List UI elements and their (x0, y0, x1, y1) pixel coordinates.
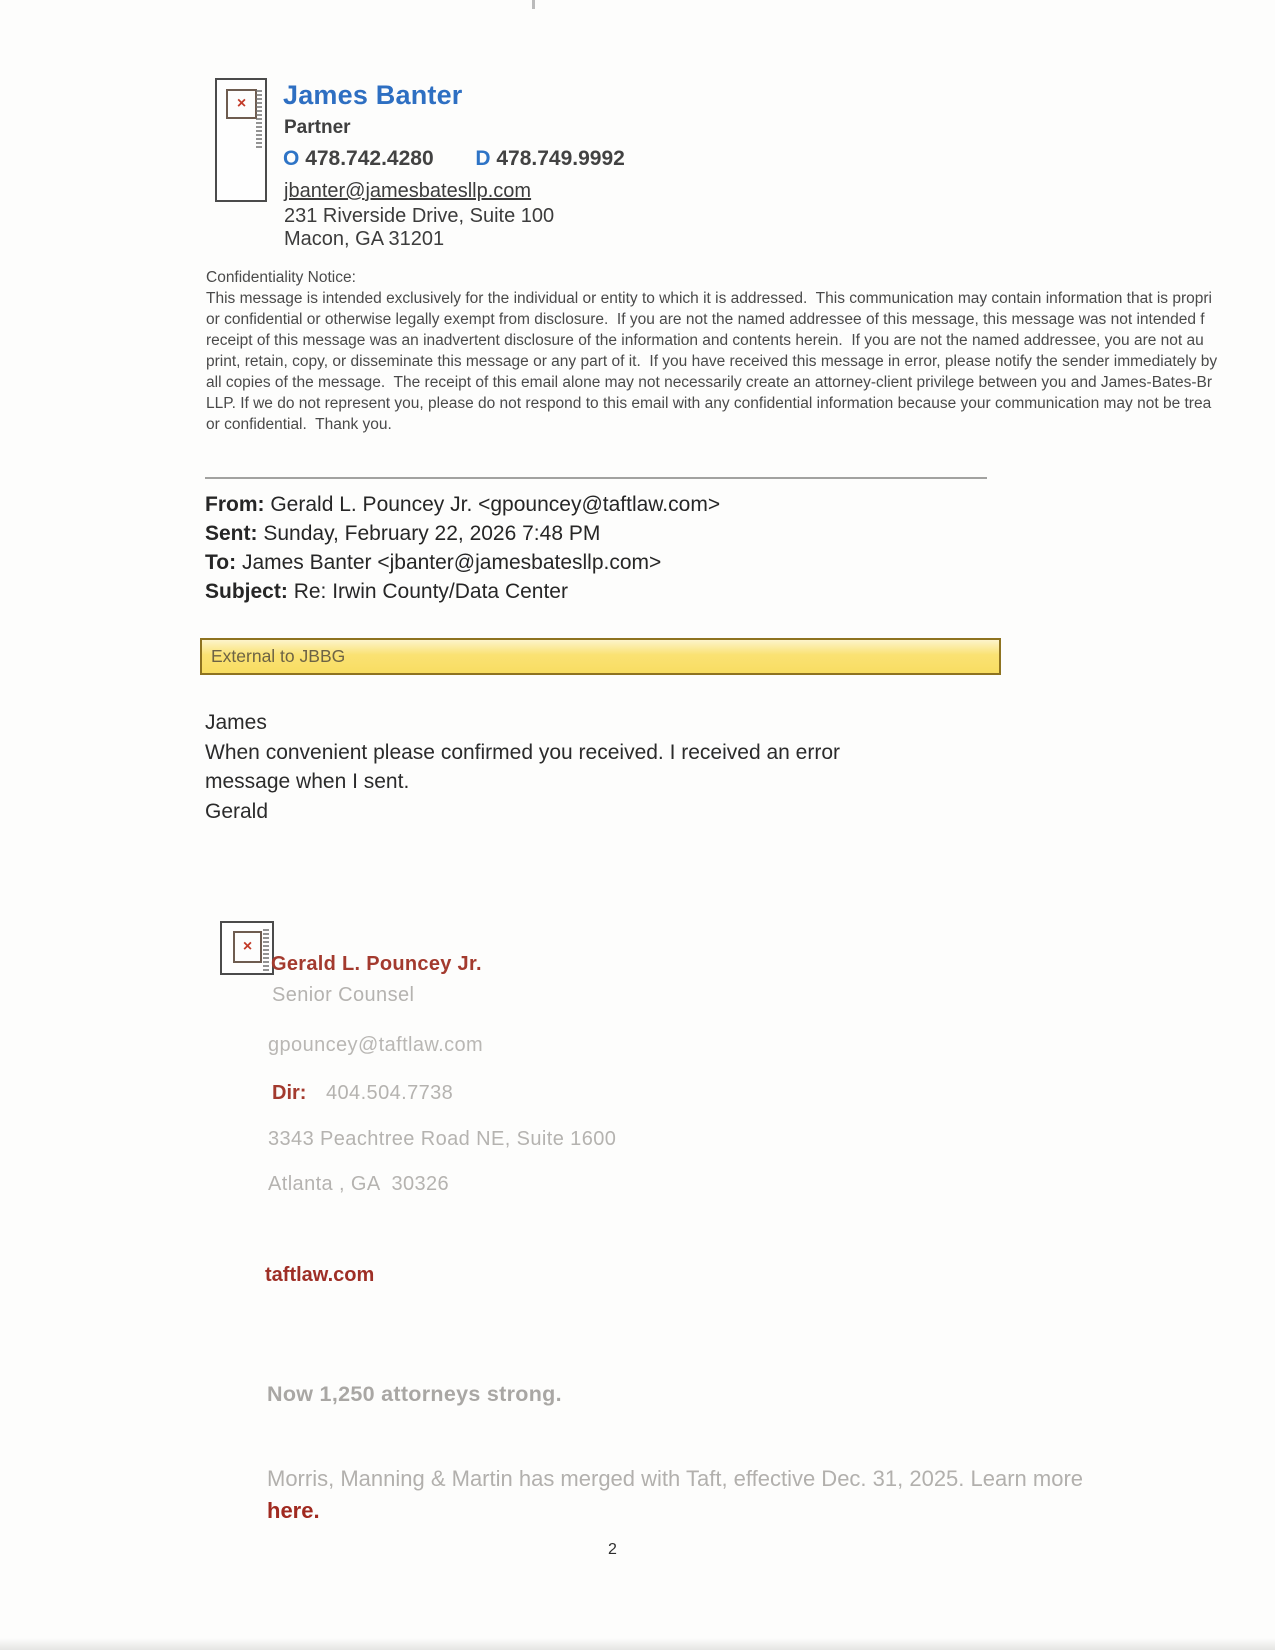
subject-value: Re: Irwin County/Data Center (293, 580, 568, 603)
reply-address-line2: Atlanta , GA 30326 (268, 1173, 450, 1195)
email-to-row (205, 548, 720, 577)
broken-image-icon (220, 921, 274, 975)
confidentiality-notice (206, 267, 1275, 435)
office-phone-label: O (283, 147, 300, 170)
confidentiality-line: print, retain, copy, or disseminate this message or any part of it. If you have received this message in error, please notify the sender immediately by (206, 353, 1218, 370)
taftlaw-website-link[interactable]: taftlaw.com (265, 1264, 375, 1286)
sender-email-link[interactable]: jbanter@jamesbatesllp.com (284, 180, 532, 202)
email-subject-row (205, 577, 720, 606)
alt-text-artifact (263, 929, 269, 971)
dir-label: Dir: (272, 1082, 307, 1104)
reply-direct-phone-line (272, 1082, 453, 1105)
confidentiality-line: This message is intended exclusively for the individual or entity to which it is addressed. This communication may contain information that is propri (206, 290, 1212, 307)
sender-name: James Banter (283, 80, 463, 110)
to-value: James Banter <jbanter@jamesbatesllp.com> (241, 551, 662, 574)
dir-phone-number: 404.504.7738 (326, 1082, 454, 1104)
sender-phone-line (283, 147, 625, 171)
email-sent-row (205, 519, 720, 548)
merger-learn-more-link[interactable]: here. (267, 1498, 320, 1523)
confidentiality-line: or confidential or otherwise legally exempt from disclosure. If you are not the named addressee of this message, this message was not intended f (206, 311, 1205, 328)
from-value: Gerald L. Pouncey Jr. <gpouncey@taftlaw.com> (270, 493, 721, 516)
reply-sender-email: gpouncey@taftlaw.com (268, 1034, 484, 1056)
from-label: From: (205, 493, 265, 516)
message-body (205, 708, 840, 826)
merger-announcement: Morris, Manning & Martin has merged with Taft, effective Dec. 31, 2025. Learn more (267, 1466, 1084, 1491)
office-phone-number: 478.742.4280 (305, 147, 434, 170)
direct-phone-label: D (475, 147, 491, 170)
subject-label: Subject: (205, 580, 288, 603)
reply-sender-name: Gerald L. Pouncey Jr. (271, 953, 482, 975)
body-line: message when I sent. (205, 770, 410, 793)
to-label: To: (205, 551, 237, 574)
sent-value: Sunday, February 22, 2026 7:48 PM (263, 522, 601, 545)
sender-address-line2: Macon, GA 31201 (284, 228, 445, 250)
sender-address-line1: 231 Riverside Drive, Suite 100 (284, 205, 555, 227)
direct-phone-number: 478.749.9992 (496, 147, 625, 170)
broken-image-icon (215, 78, 267, 202)
external-banner-text: External to JBBG (211, 646, 346, 666)
confidentiality-line: all copies of the message. The receipt of this email alone may not necessarily create an attorney-client privilege between you and James-Bates-Br (206, 374, 1213, 391)
reply-sender-title: Senior Counsel (272, 984, 415, 1006)
firm-tagline: Now 1,250 attorneys strong. (267, 1382, 562, 1406)
body-line: James (205, 711, 267, 734)
broken-image-x-icon: × (226, 89, 257, 119)
reply-address-line1: 3343 Peachtree Road NE, Suite 1600 (268, 1128, 617, 1150)
page-number: 2 (608, 1541, 617, 1558)
body-line: Gerald (205, 799, 269, 823)
confidentiality-line: or confidential. Thank you. (206, 416, 392, 433)
confidentiality-heading: Confidentiality Notice: (206, 269, 356, 286)
scan-artifact-bottom-edge (0, 1638, 1275, 1650)
body-line: When convenient please confirmed you received. I received an error (205, 740, 841, 764)
email-header (205, 490, 720, 606)
confidentiality-line: receipt of this message was an inadvertent disclosure of the information and contents herein. If you are not the named addressee, you are not au (206, 332, 1204, 349)
sent-label: Sent: (205, 522, 258, 545)
scan-artifact-top-tick (532, 0, 535, 9)
header-divider (205, 477, 987, 479)
alt-text-artifact (256, 90, 262, 148)
email-from-row (205, 490, 720, 519)
external-warning-banner (200, 638, 1001, 675)
broken-image-x-icon: × (233, 931, 262, 963)
confidentiality-line: LLP. If we do not represent you, please do not respond to this email with any confidential information because your communication may not be trea (206, 395, 1212, 412)
sender-title: Partner (284, 117, 351, 138)
